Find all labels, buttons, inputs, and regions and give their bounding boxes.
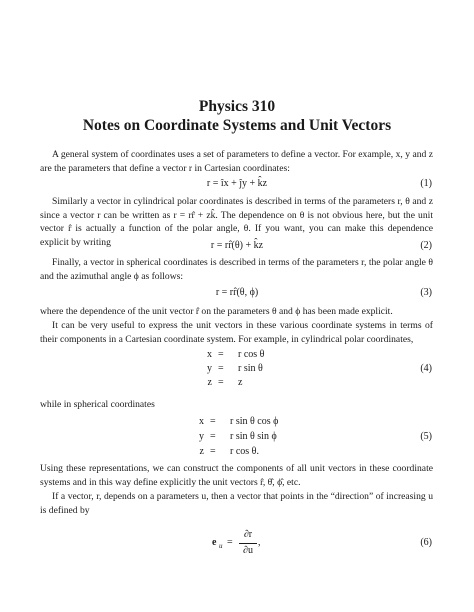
paragraph-representations: Using these representations, we can construct the components of all unit vectors in these coordinate systems and in this way define explicitly the unit vectors r̂, θ̂, ϕ̂, etc. (40, 463, 433, 488)
equation-2-expression: r = rr̂(θ) + k̂z (210, 240, 264, 251)
paragraph-direction: If a vector, r, depends on a parameters u, then a vector that points in the “direction” of increasing u is defined by (40, 491, 433, 516)
equation-6-fraction-bar (239, 543, 257, 544)
equation-6-lhs: e (212, 537, 217, 548)
paragraph-dependence: where the dependence of the unit vector r̂ on the parameters θ and ϕ has been made explicit. (40, 306, 393, 317)
equation-1 (0, 178, 474, 192)
equation-2-number: (2) (420, 240, 432, 251)
equation-5: x = r sin θ cos ϕ y = r sin θ sin ϕ z = r cos θ. (199, 416, 279, 457)
paragraph-spherical: Finally, a vector in spherical coordinates is described in terms of the parameters r, the polar angle θ and the azimuthal angle ϕ as follows: (40, 257, 433, 282)
equation-6-tail: , (258, 537, 261, 548)
equation-4-number: (4) (420, 363, 432, 374)
paragraph-intro: A general system of coordinates uses a set of parameters to define a vector. For example, x, y and z are the parameters that define a vector r in Cartesian coordinates: (40, 149, 433, 174)
equation-3-number: (3) (420, 287, 432, 298)
equation-6-number: (6) (420, 537, 432, 548)
equation-5-number: (5) (420, 431, 432, 442)
equation-1-expression: r = îx + ĵy + k̂z (206, 178, 268, 189)
paragraph-spherical-intro: while in spherical coordinates (40, 399, 155, 410)
paragraph-cylindrical: Similarly a vector in cylindrical polar coordinates is described in terms of the parameters r, θ and z since a vector r can be written as r = rr̂ + zk̂. The dependence on θ is not obvious here, but the unit vector r̂ is actually a function of the polar angle, θ. If you want, you can make this dependence explicit by writing (40, 196, 433, 248)
equation-6-equals: = (227, 537, 233, 548)
equation-3-expression: r = rr̂(θ, ϕ) (215, 287, 259, 298)
paragraph-cartesian-components: It can be very useful to express the unit vectors in these various coordinate systems in terms of their components in a Cartesian coordinate system. For example, in cylindrical polar coordinates, (40, 320, 433, 345)
equation-6 (212, 528, 272, 560)
equation-6-denominator: ∂u (243, 545, 253, 556)
equation-1-number: (1) (420, 178, 432, 189)
equation-6-numerator: ∂r (243, 529, 253, 540)
equation-6-subscript: u (219, 542, 223, 550)
equation-3 (0, 287, 474, 301)
document-title: Notes on Coordinate Systems and Unit Vectors (82, 117, 392, 134)
equation-4: x = r cos θ y = r sin θ z = z (207, 349, 265, 388)
course-title: Physics 310 (198, 98, 276, 115)
equation-2 (0, 240, 474, 254)
